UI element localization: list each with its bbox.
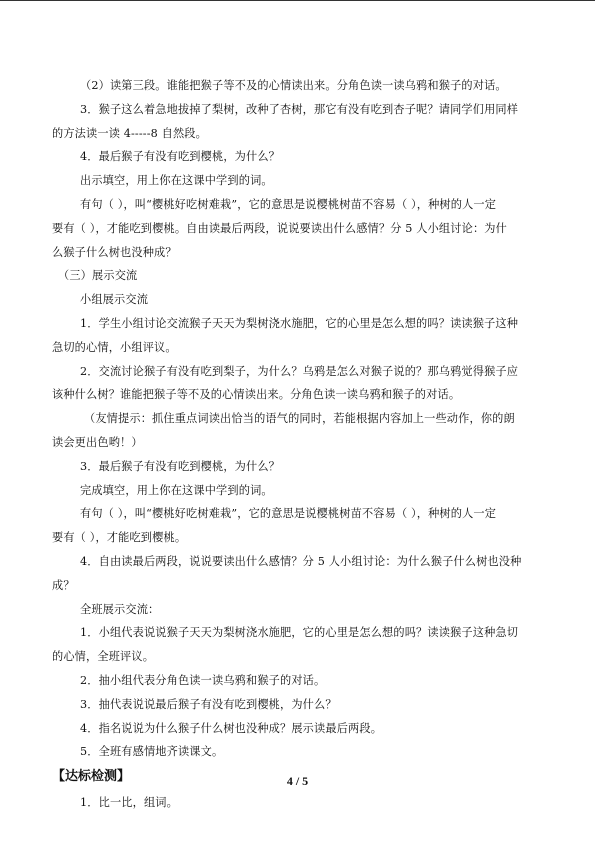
text-line: 有句（ ），叫“樱桃好吃树难栽”，它的意思是说樱桃树苗不容易（ ），种树的人一定 xyxy=(80,197,497,211)
text-line: 3．抽代表说说最后猴子有没有吃到樱桃，为什么？ xyxy=(80,697,337,711)
text-line: 3．最后猴子有没有吃到樱桃，为什么？ xyxy=(80,459,281,473)
text-line: 有句（ ），叫“樱桃好吃树难栽”，它的意思是说樱桃树苗不容易（ ），种树的人一定 xyxy=(80,507,497,521)
text-line: 读会更出色哟！） xyxy=(52,435,143,449)
text-line: （三）展示交流 xyxy=(58,269,138,283)
text-line: 1．学生小组讨论交流猴子天天为梨树浇水施肥，它的心里是怎么想的吗？读读猴子这种 xyxy=(80,316,519,330)
text-line: 成？ xyxy=(52,578,75,592)
text-line: 3．猴子这么着急地拔掉了梨树，改种了杏树，那它有没有吃到杏子呢？请同学们用同样 xyxy=(80,102,519,116)
text-line: 1．比一比，组词。 xyxy=(80,796,178,810)
text-line: 2．抽小组代表分角色读一读乌鸦和猴子的对话。 xyxy=(80,673,326,687)
text-line: （2）读第三段。谁能把猴子等不及的心情读出来。分角色读一读乌鸦和猴子的对话。 xyxy=(80,79,507,92)
text-line: 要有（ ），才能吃到樱桃。自由读最后两段，说说要读出什么感情？分 5 人小组讨论：为什 xyxy=(52,221,507,235)
section-heading: 【达标检测】 xyxy=(52,769,131,785)
post-heading-lines xyxy=(52,791,544,815)
text-line: 小组展示交流 xyxy=(80,293,149,307)
text-line: 完成填空，用上你在这课中学到的词。 xyxy=(80,483,273,497)
text-line: 4．自由读最后两段，说说要读出什么感情？分 5 人小组讨论：为什么猴子什么树也没种 xyxy=(80,554,522,568)
paragraph-lines xyxy=(52,74,544,764)
document-body xyxy=(52,74,544,815)
text-line: 急切的心情，小组评议。 xyxy=(52,340,177,354)
text-line: 5．全班有感情地齐读课文。 xyxy=(80,745,224,759)
text-line: 的心情，全班评议。 xyxy=(52,650,155,664)
text-line: 该种什么树？谁能把猴子等不及的心情读出来。分角色读一读乌鸦和猴子的对话。 xyxy=(52,388,461,402)
text-line: 要有（ ），才能吃到樱桃。 xyxy=(52,531,187,545)
text-line: （友情提示：抓住重点词读出恰当的语气的同时，若能根据内容加上一些动作，你的朗 xyxy=(84,412,515,426)
text-line: 出示填空，用上你在这课中学到的词。 xyxy=(80,174,273,188)
page-top-border xyxy=(0,0,595,1)
text-line: 么猴子什么树也没种成？ xyxy=(52,245,177,259)
page-number: 4 / 5 xyxy=(286,774,309,788)
text-line: 1．小组代表说说猴子天天为梨树浇水施肥，它的心里是怎么想的吗？读读猴子这种急切 xyxy=(80,626,519,640)
text-line: 的方法读一读 4-----8 自然段。 xyxy=(52,126,207,140)
text-line: 4．最后猴子有没有吃到樱桃，为什么？ xyxy=(80,150,281,164)
text-line: 2．交流讨论猴子有没有吃到梨子，为什么？乌鸦是怎么对猴子说的？那乌鸦觉得猴子应 xyxy=(80,364,519,378)
text-line: 4．指名说说为什么猴子什么树也没种成？展示读最后两段。 xyxy=(80,721,383,735)
text-line: 全班展示交流： xyxy=(80,602,160,616)
